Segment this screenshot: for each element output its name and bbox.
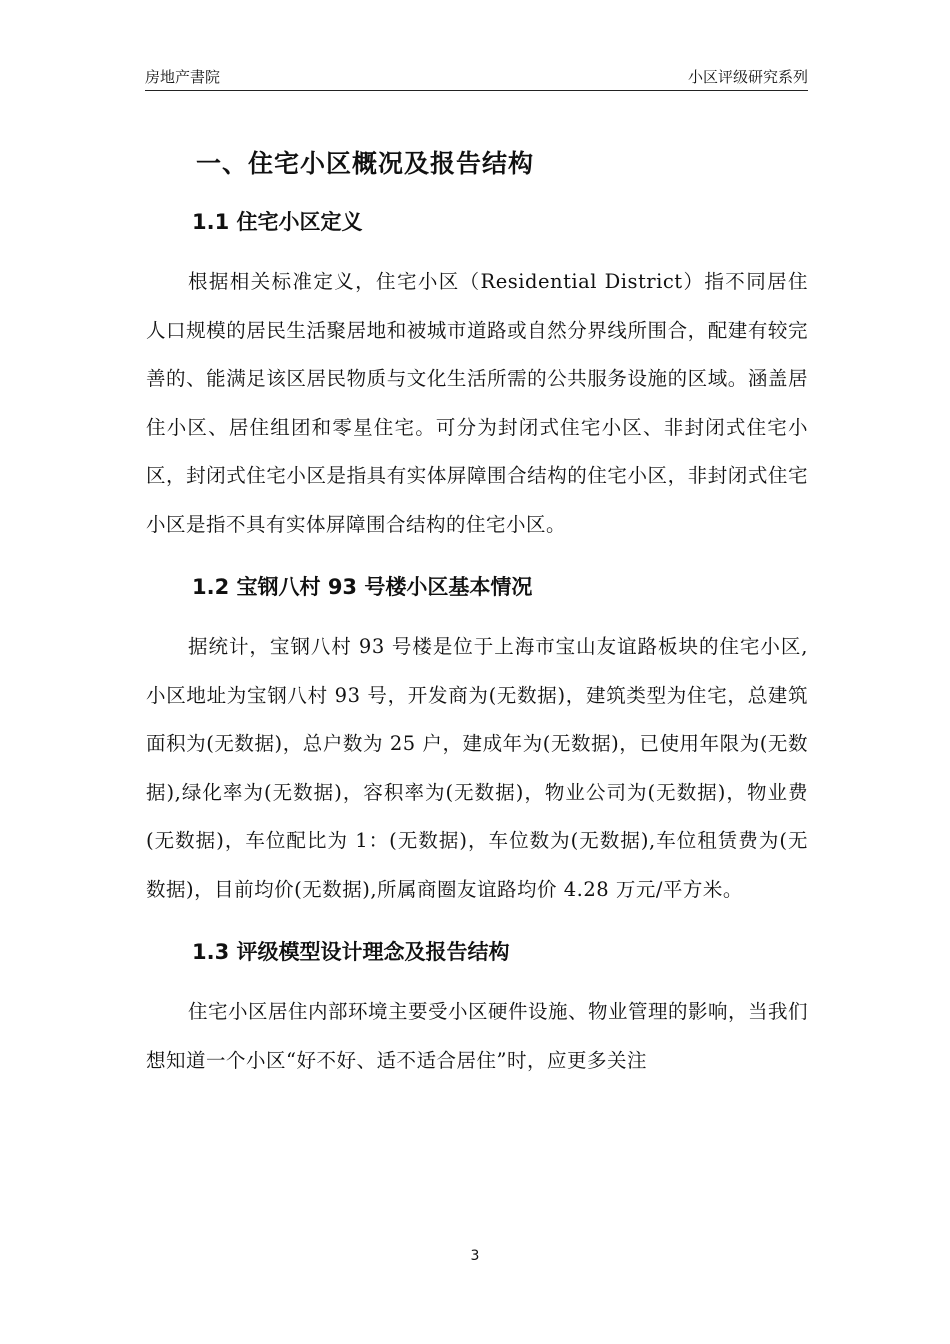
document-body	[146, 140, 808, 1085]
header-left-title: 房地产書院	[145, 68, 221, 86]
chapter-title: 一、住宅小区概况及报告结构	[196, 149, 535, 178]
section-1-3-paragraph: 住宅小区居住内部环境主要受小区硬件设施、物业管理的影响，当我们想知道一个小区“好不好、适不适合居住”时，应更多关注	[146, 1000, 809, 1072]
section-1-2-title: 1.2 宝钢八村 93 号楼小区基本情况	[192, 575, 533, 599]
header-right-title: 小区评级研究系列	[687, 68, 808, 86]
section-1-3-title: 1.3 评级模型设计理念及报告结构	[192, 940, 510, 964]
section-1-1-paragraph: 根据相关标准定义，住宅小区（Residential District）指不同居住人口规模的居民生活聚居地和被城市道路或自然分界线所围合，配建有较完善的、能满足该区居民物质与文化生活所需的公共服务设施的区域。涵盖居住小区、居住组团和零星住宅。可分为封闭式住宅小区、非封闭式住宅小区，封闭式住宅小区是指具有实体屏障围合结构的住宅小区，非封闭式住宅小区是指不具有实体屏障围合结构的住宅小区。	[146, 270, 808, 536]
page-number: 3	[470, 1248, 480, 1264]
page-header	[145, 64, 808, 91]
section-1-1-title: 1.1 住宅小区定义	[192, 210, 363, 234]
section-1-2-paragraph: 据统计，宝钢八村 93 号楼是位于上海市宝山友谊路板块的住宅小区,小区地址为宝钢八村 93 号，开发商为(无数据)，建筑类型为住宅，总建筑面积为(无数据)，总户数为 25 户，建成年为(无数据)，已使用年限为(无数据),绿化率为(无数据)，容积率为(无数据)，物业公司为(无数据)，物业费(无数据)，车位配比为 1：(无数据)，车位数为(无数据),车位租赁费为(无数据)，目前均价(无数据),所属商圈友谊路均价 4.28 万元/平方米。	[146, 635, 808, 901]
